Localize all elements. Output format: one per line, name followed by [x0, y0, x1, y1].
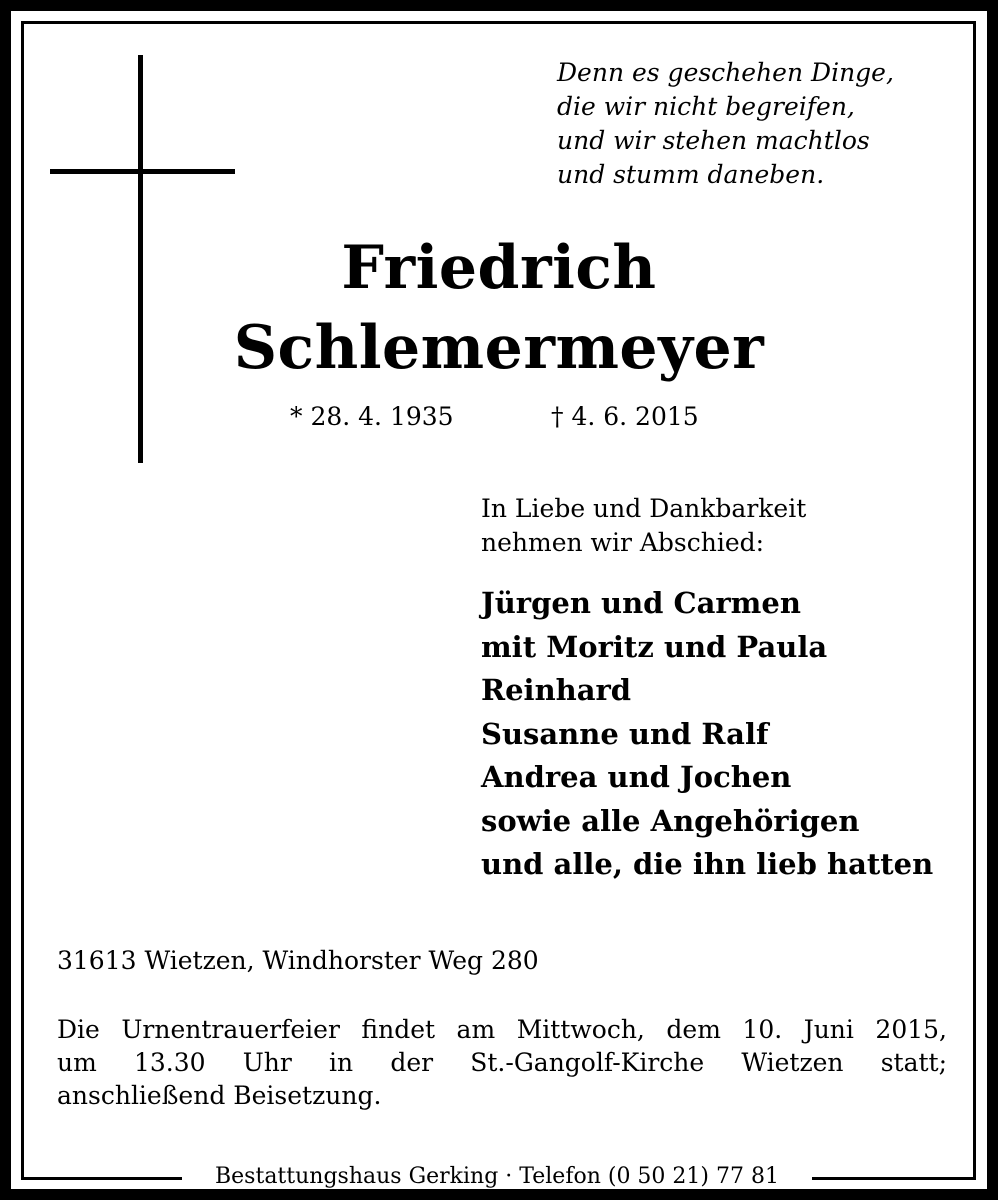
birth-date: * 28. 4. 1935 — [290, 402, 454, 431]
farewell-text — [481, 492, 806, 560]
mourners-list — [481, 582, 933, 887]
mourner-entry: Susanne und Ralf — [481, 716, 769, 751]
mourner-entry: Reinhard — [481, 673, 632, 707]
quote-verse — [557, 56, 957, 192]
ceremony-line: anschließend Beisetzung. — [57, 1081, 382, 1110]
ceremony-notice — [57, 1013, 947, 1112]
cross-horizontal-bar — [50, 169, 235, 174]
farewell-line: nehmen wir Abschied: — [481, 528, 765, 557]
quote-line: und wir stehen machtlos — [557, 126, 870, 155]
deceased-last-name: Schlemermeyer — [233, 313, 765, 383]
funeral-home-footer: Bestattungshaus Gerking · Telefon (0 50 21) 77 81 — [215, 1164, 779, 1189]
mourner-entry: Jürgen und Carmen — [481, 586, 801, 620]
quote-line: Denn es geschehen Dinge, — [557, 58, 894, 87]
mourner-entry: mit Moritz und Paula — [481, 629, 828, 664]
ceremony-line: um 13.30 Uhr in der St.-Gangolf-Kirche Wietzen statt; — [57, 1048, 947, 1077]
quote-line: und stumm daneben. — [557, 160, 825, 189]
mourner-entry: sowie alle Angehörigen — [481, 803, 860, 838]
mourner-entry: und alle, die ihn lieb hatten — [481, 847, 934, 881]
mourner-entry: Andrea und Jochen — [481, 760, 792, 794]
footer-rule-right — [812, 1177, 976, 1180]
farewell-line: In Liebe und Dankbarkeit — [481, 494, 807, 523]
address: 31613 Wietzen, Windhorster Weg 280 — [57, 946, 539, 975]
footer-rule-left — [21, 1177, 182, 1180]
death-date: † 4. 6. 2015 — [551, 402, 699, 431]
ceremony-line: Die Urnentrauerfeier findet am Mittwoch, dem 10. Juni 2015, — [57, 1015, 947, 1044]
quote-line: die wir nicht begreifen, — [557, 92, 855, 121]
deceased-first-name: Friedrich — [341, 233, 657, 303]
